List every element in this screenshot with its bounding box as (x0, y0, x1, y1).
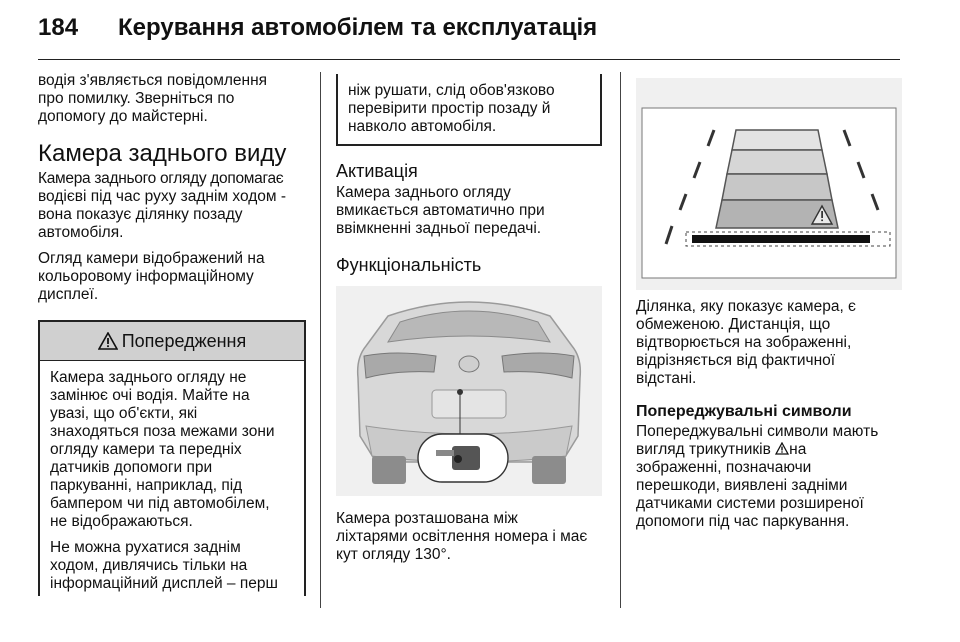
warning-line: Камера заднього огляду не (50, 369, 247, 386)
warning-line: ніж рушати, слід обов'язково (348, 82, 555, 99)
rear-camera-icon (418, 434, 508, 482)
body-line: обмеженою. Дистанція, що (636, 316, 831, 333)
column-3 (636, 72, 902, 531)
body-line: вона показує ділянку позаду (38, 206, 243, 223)
warning-line: огляду камери та передніх (50, 441, 242, 458)
column-divider (620, 72, 621, 608)
body-line: Камера заднього огляду допомагає (38, 170, 284, 187)
body-line: Ділянка, яку показує камера, є (636, 298, 856, 315)
warning-continued-box (336, 74, 602, 146)
intro-line: водія з'являється повідомлення (38, 72, 268, 89)
warning-line: перевірити простір позаду й (348, 100, 551, 117)
warning-line: знаходяться поза межами зони (50, 423, 275, 440)
rear-camera-illustration (336, 286, 602, 496)
body-line: вмикається автоматично при (336, 202, 545, 219)
functionality-heading: Функціональність (336, 255, 482, 275)
body-line-with-icon (636, 441, 902, 459)
warning-header (40, 322, 304, 361)
warning-line: Не можна рухатися заднім (50, 539, 241, 556)
body-line: відрізняється від фактичної (636, 352, 836, 369)
page-number: 184 (38, 14, 79, 41)
caption-line: Камера розташована між (336, 510, 518, 527)
body-line: Попереджувальні символи мають (636, 423, 879, 440)
activation-heading: Активація (336, 161, 418, 181)
warning-box (38, 320, 306, 596)
camera-display-illustration (636, 78, 902, 290)
body-line: перешкоди, виявлені задніми (636, 477, 848, 494)
caption-line: кут огляду 130°. (336, 546, 451, 563)
intro-line: про помилку. Зверніться по (38, 90, 235, 107)
warning-line: увазі, що об'єкти, які (50, 405, 198, 422)
warning-body (40, 361, 304, 593)
body-line: датчиками системи розширеної (636, 495, 864, 512)
page-header (38, 10, 900, 50)
body-line: допомоги під час паркування. (636, 513, 850, 530)
chapter-title: Керування автомобілем та експлуатація (118, 14, 598, 41)
car-rear-figure (336, 286, 602, 496)
warning-title: Попередження (121, 330, 247, 351)
column-1 (38, 72, 306, 304)
body-line: Огляд камери відображений на (38, 250, 265, 267)
column-divider (320, 72, 321, 608)
header-divider (38, 59, 900, 60)
symbols-heading: Попереджувальні символи (636, 403, 852, 420)
body-line: ввімкненні задньої передачі. (336, 220, 542, 237)
body-line: водієві під час руху заднім ходом - (38, 188, 287, 205)
body-line: Камера заднього огляду (336, 184, 511, 201)
intro-line: допомогу до майстерні. (38, 108, 208, 125)
section-title: Камера заднього виду (38, 140, 287, 167)
warning-line: навколо автомобіля. (348, 118, 497, 135)
warning-line: ходом, дивлячись тільки на (50, 557, 248, 574)
column-2 (336, 74, 602, 564)
warning-triangle-icon (775, 442, 789, 455)
camera-display-figure (636, 78, 902, 290)
warning-line: паркуванні, наприклад, під (50, 477, 243, 494)
body-line: дисплеї. (38, 286, 99, 303)
warning-line: датчиків допомоги при (50, 459, 213, 476)
body-line: автомобіля. (38, 224, 124, 241)
body-line: відстані. (636, 370, 697, 387)
body-line: зображенні, позначаючи (636, 459, 812, 476)
body-text: вигляд трикутників (636, 441, 771, 458)
body-line: кольоровому інформаційному (38, 268, 254, 285)
caption-line: ліхтарями освітлення номера і має (336, 528, 588, 545)
warning-triangle-icon (98, 332, 118, 350)
warning-line: замінює очі водія. Майте на (50, 387, 250, 404)
warning-line: бампером чи під автомобілем, (50, 495, 270, 512)
body-line: відтворюється на зображенні, (636, 334, 852, 351)
warning-line: не відображаються. (50, 513, 193, 530)
warning-line: інформаційний дисплей – перш (50, 575, 278, 592)
body-text: на (789, 441, 807, 458)
